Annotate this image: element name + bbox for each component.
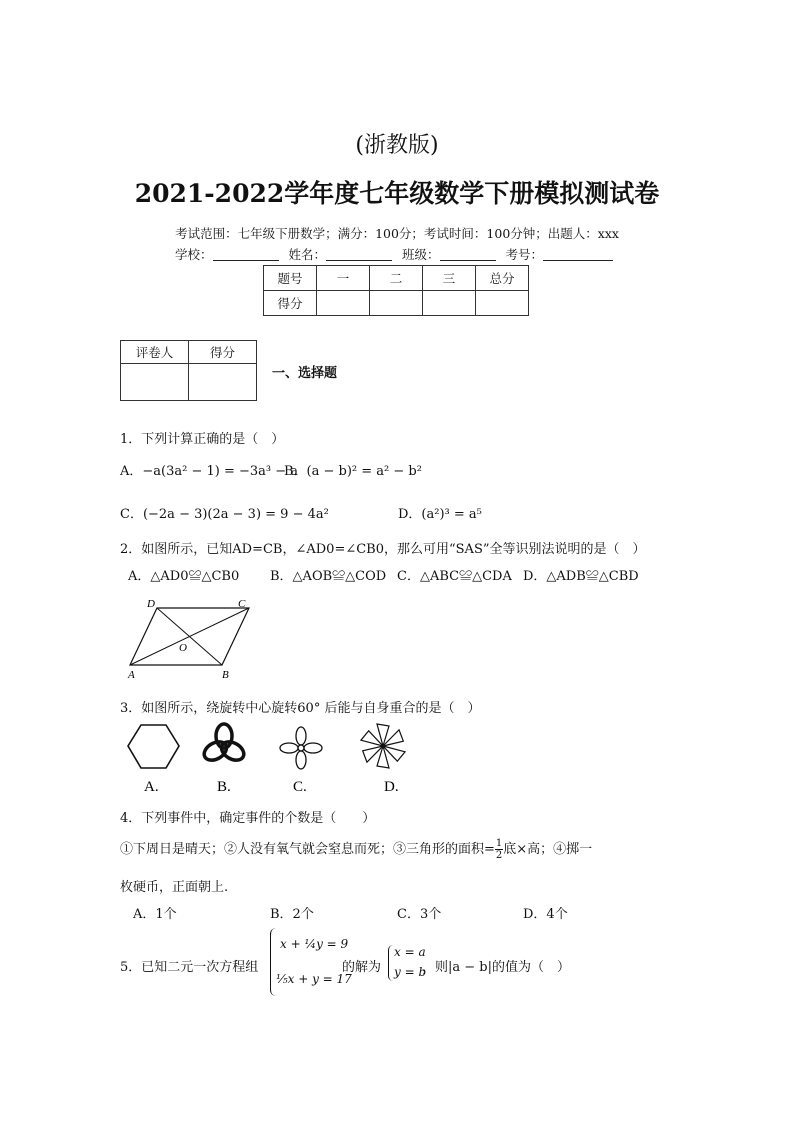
q2-option-d: D．△ADB≌△CBD	[523, 569, 639, 584]
q4-line1-text-a: ①下周日是晴天；②人没有氧气就会窒息而死；③三角形的面积=	[120, 842, 495, 857]
fig-label-b: B.	[217, 779, 231, 795]
class-blank[interactable]	[440, 248, 496, 261]
q5-solution-2: y = b	[394, 965, 427, 979]
q2-option-c: C．△ABC≌△CDA	[397, 569, 512, 584]
q5-stem-a: 5．已知二元一次方程组	[120, 960, 259, 975]
q2-stem: 2．如图所示，已知AD=CB，∠AD0=∠CB0，那么可用“SAS”全等识别法说明的是（ ）	[120, 542, 646, 557]
q2-option-b: B．△AOB≌△COD	[270, 569, 387, 584]
trefoil-figure	[201, 724, 247, 764]
q1-option-a: A．−a(3a² − 1) = −3a³ − a	[120, 464, 299, 479]
q4-option-d: D．4个	[523, 907, 568, 922]
student-info-line	[0, 245, 794, 263]
parallelogram-figure	[120, 596, 260, 682]
q4-line2: 枚硬币，正面朝上.	[120, 880, 229, 895]
grader-header-cell: 评卷人	[121, 341, 189, 364]
score-row-label: 得分	[264, 291, 317, 316]
fraction-denominator: 2	[495, 850, 503, 861]
grader-cell[interactable]	[121, 364, 189, 401]
school-blank[interactable]	[213, 248, 279, 261]
q4-stem: 4．下列事件中，确定事件的个数是（ ）	[120, 811, 376, 826]
q4-line1	[120, 838, 592, 861]
q1-option-c: C．(−2a − 3)(2a − 3) = 9 − 4a²	[120, 507, 329, 522]
pinwheel-figure	[361, 724, 405, 768]
q4-option-b: B．2个	[270, 907, 314, 922]
rotation-figures	[120, 718, 420, 796]
q1-stem: 1．下列计算正确的是（ ）	[120, 432, 285, 447]
q3-stem: 3．如图所示，绕旋转中心旋转60° 后能与自身重合的是（ ）	[120, 701, 481, 716]
fraction-numerator: 1	[495, 838, 503, 849]
section-title: 一、选择题	[272, 366, 338, 381]
q1-option-d: D．(a²)³ = a⁵	[398, 507, 482, 522]
q5-solution-1: x = a	[394, 945, 426, 959]
edition-label: (浙教版)	[355, 133, 439, 158]
fig-label-c: C.	[293, 779, 307, 795]
number-label: 考号：	[505, 247, 543, 262]
label-c: C	[238, 598, 246, 610]
label-a: A	[128, 669, 135, 681]
q5-equation-2: ⅕x + y = 17	[276, 972, 352, 986]
score-cell[interactable]	[423, 291, 476, 316]
number-blank[interactable]	[543, 248, 613, 261]
score-cell[interactable]	[476, 291, 529, 316]
grader-header-cell: 得分	[189, 341, 257, 364]
name-blank[interactable]	[326, 248, 392, 261]
diagonal-bd	[157, 608, 222, 665]
label-d: D	[147, 598, 155, 610]
class-label: 班级：	[401, 247, 440, 262]
q4-line1-text-b: 底×高；④掷一	[503, 842, 593, 857]
score-cell[interactable]	[370, 291, 423, 316]
q4-option-a: A．1个	[133, 907, 177, 922]
score-table	[263, 265, 529, 316]
q4-option-c: C．3个	[397, 907, 442, 922]
label-b: B	[222, 669, 229, 681]
name-label: 姓名：	[288, 247, 326, 262]
school-label: 学校：	[174, 247, 213, 262]
score-header-cell: 三	[423, 266, 476, 291]
q1-option-b: B．(a − b)² = a² − b²	[284, 464, 422, 479]
grader-cell[interactable]	[189, 364, 257, 401]
score-header-cell: 一	[317, 266, 370, 291]
q5-stem-b: 的解为	[342, 960, 382, 975]
fig-label-a: A.	[144, 779, 159, 795]
grader-table	[120, 340, 257, 401]
q5-equation-1: x + ¼y = 9	[280, 937, 349, 951]
page-title: 2021-2022学年度七年级数学下册模拟测试卷	[134, 179, 660, 208]
score-header-cell: 题号	[264, 266, 317, 291]
score-header-cell: 总分	[476, 266, 529, 291]
hexagon-figure	[128, 725, 179, 768]
q5-stem-c: ，则|a − b|的值为（ ）	[422, 960, 570, 975]
score-cell[interactable]	[317, 291, 370, 316]
exam-info: 考试范围：七年级下册数学；满分：100分；考试时间：100分钟；出题人：xxx	[175, 226, 619, 241]
q2-option-a: A．△AD0≌△CB0	[128, 569, 240, 584]
fig-label-d: D.	[384, 779, 399, 795]
score-header-cell: 二	[370, 266, 423, 291]
label-o: O	[179, 642, 187, 654]
flower-figure	[280, 727, 322, 769]
